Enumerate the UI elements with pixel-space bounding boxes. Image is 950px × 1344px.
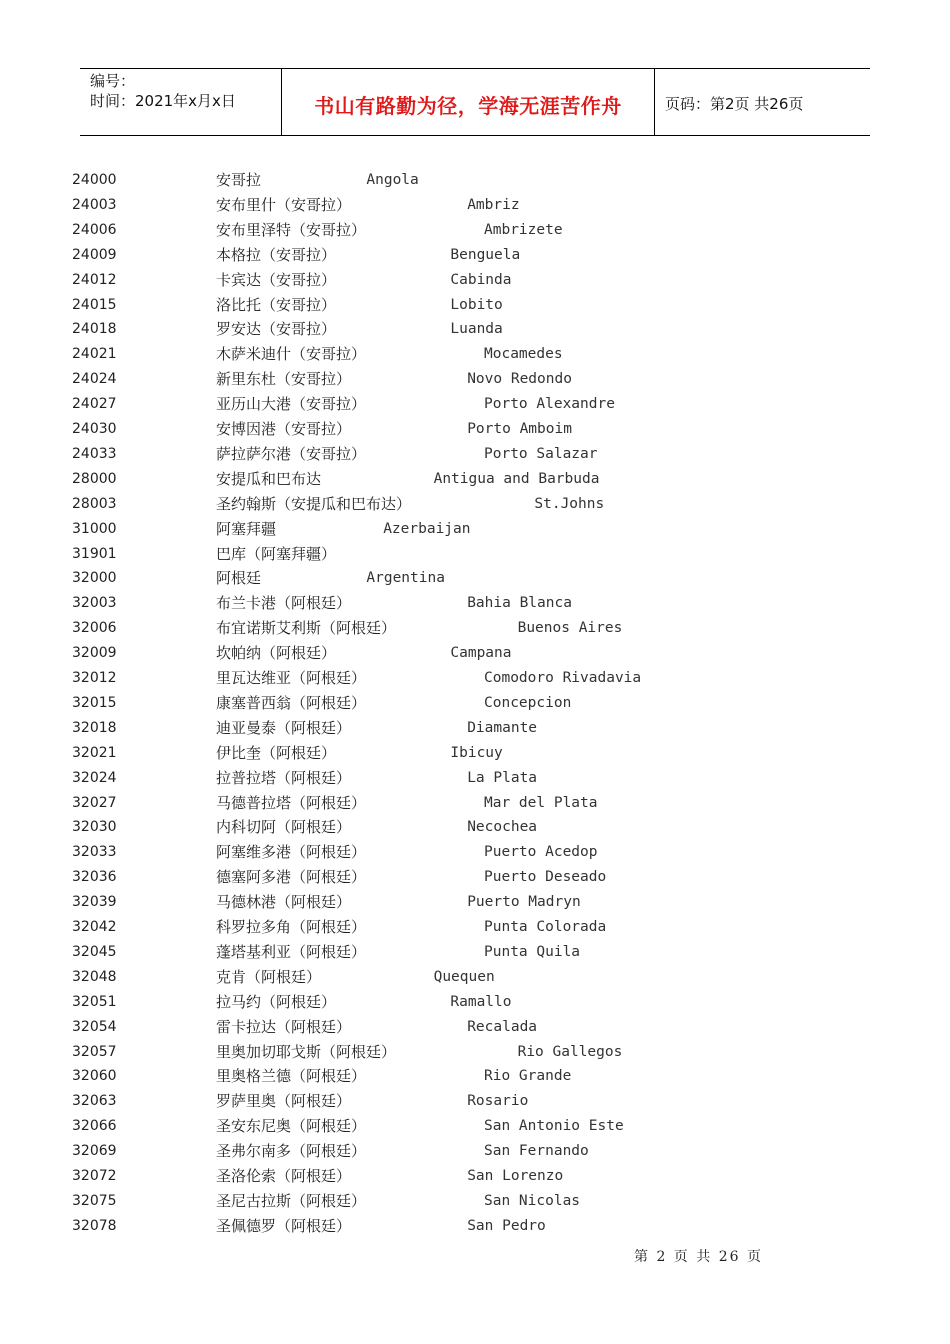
port-code: 24030 [72,421,117,437]
port-name-chinese: 安博因港（安哥拉） [216,420,352,438]
header-meta [80,69,282,135]
port-name-chinese: 巴库（阿塞拜疆） [216,544,337,563]
list-item [0,865,950,890]
port-name-english: Punta Colorada [484,919,607,935]
serial-label: 编号： [90,72,136,90]
port-name-chinese: 安布里什（安哥拉） [216,195,352,214]
list-item [0,1164,950,1189]
list-item [0,392,950,417]
port-name-chinese: 康塞普西翁（阿根廷） [216,693,367,712]
list-item [0,1015,950,1040]
port-code: 31901 [72,545,117,562]
port-name-english: Antigua and Barbuda [433,470,600,487]
header-page-label: 页码：第2页 共26页 [665,94,804,113]
port-code: 32015 [72,694,117,711]
port-name-english: Azerbaijan [383,520,471,537]
list-item [0,815,950,840]
port-name-chinese: 安布里泽特（安哥拉） [216,220,367,239]
port-code: 32000 [72,570,117,587]
port-code: 32021 [72,744,117,761]
port-code: 32009 [72,645,117,662]
list-item [0,965,950,990]
port-code: 32027 [72,794,117,811]
port-name-chinese: 科罗拉多角（阿根廷） [216,918,367,936]
port-name-english: Novo Redondo [467,371,572,388]
port-name-english: Porto Alexandre [484,396,615,413]
list-item [0,467,950,492]
port-name-english: Ramallo [450,993,512,1010]
port-code: 24009 [72,246,117,263]
port-name-english: San Nicolas [484,1192,581,1209]
list-item [0,293,950,318]
list-item [0,542,950,567]
port-code: 24027 [72,396,117,413]
port-name-english: Puerto Madryn [467,894,581,911]
port-code: 32006 [72,620,117,637]
list-item [0,741,950,766]
port-name-chinese: 伊比奎（阿根廷） [216,743,337,762]
port-name-english: Porto Salazar [484,445,598,462]
list-item [0,492,950,517]
port-name-chinese: 圣佩德罗（阿根廷） [216,1216,352,1235]
port-name-chinese: 罗萨里奥（阿根廷） [216,1092,352,1111]
port-name-english: Lobito [450,296,503,313]
port-name-english: Punta Quila [484,943,581,960]
port-name-chinese: 里瓦达维亚（阿根廷） [216,669,367,687]
port-name-english: Mar del Plata [484,794,598,811]
list-item [0,168,950,193]
port-code: 32045 [72,943,117,960]
port-code: 32078 [72,1217,117,1234]
port-name-chinese: 阿根廷 [216,569,262,588]
port-name-english: Benguela [450,246,521,263]
port-name-english: Ambriz [467,196,520,213]
port-name-english: Campana [450,645,512,662]
port-name-english: San Fernando [484,1143,589,1160]
port-name-english: Angola [366,172,419,188]
port-name-chinese: 安哥拉 [216,171,262,189]
port-name-english: Puerto Deseado [484,869,607,886]
port-name-english: San Antonio Este [484,1118,624,1135]
port-name-english: Rio Grande [484,1068,572,1085]
port-name-chinese: 安提瓜和巴布达 [216,469,322,488]
list-item [0,940,950,965]
list-item [0,243,950,268]
port-code: 28003 [72,495,117,512]
port-name-chinese: 罗安达（安哥拉） [216,320,337,339]
port-name-chinese: 布宜诺斯艾利斯（阿根廷） [216,619,397,638]
port-name-english: Buenos Aires [517,620,623,637]
port-code: 24003 [72,196,117,213]
port-name-chinese: 里奥格兰德（阿根廷） [216,1067,367,1086]
port-code: 32003 [72,595,117,612]
port-code: 32066 [72,1118,117,1135]
port-code: 32069 [72,1143,117,1160]
port-name-chinese: 拉普拉塔（阿根廷） [216,768,352,787]
port-name-english: Comodoro Rivadavia [484,670,642,686]
port-name-english: Recalada [467,1018,538,1035]
list-item [0,1114,950,1139]
port-code: 24021 [72,346,117,363]
list-item [0,367,950,392]
port-name-chinese: 坎帕纳（阿根廷） [216,644,337,663]
port-name-english: Bahia Blanca [467,595,572,612]
list-item [0,915,950,940]
port-code: 24000 [72,172,117,188]
port-code: 24015 [72,296,117,313]
port-code: 32042 [72,919,117,935]
list-item [0,1139,950,1164]
list-item [0,317,950,342]
port-name-chinese: 卡宾达（安哥拉） [216,270,337,289]
port-name-english: Argentina [366,570,445,587]
list-item [0,1040,950,1065]
port-code: 32063 [72,1093,117,1110]
port-name-chinese: 蓬塔基利亚（阿根廷） [216,942,367,961]
port-name-english: Quequen [433,968,495,985]
list-item [0,791,950,816]
port-name-english: Puerto Acedop [484,844,598,861]
port-name-english: Porto Amboim [467,421,572,437]
port-code: 32048 [72,968,117,985]
port-name-chinese: 木萨米迪什（安哥拉） [216,345,367,364]
port-name-chinese: 雷卡拉达（阿根廷） [216,1017,352,1036]
port-name-chinese: 迪亚曼泰（阿根廷） [216,718,352,737]
port-name-chinese: 阿塞维多港（阿根廷） [216,843,367,862]
port-name-english: Mocamedes [484,346,563,363]
port-name-english: Ibicuy [450,744,503,761]
port-name-chinese: 圣洛伦索（阿根廷） [216,1167,352,1185]
list-item [0,890,950,915]
port-code: 32039 [72,894,117,911]
port-name-english: Necochea [467,819,538,836]
port-name-chinese: 萨拉萨尔港（安哥拉） [216,444,367,463]
port-name-chinese: 亚历山大港（安哥拉） [216,395,367,414]
port-name-chinese: 拉马约（阿根廷） [216,992,337,1011]
port-name-chinese: 圣约翰斯（安提瓜和巴布达） [216,494,412,513]
port-name-chinese: 新里东杜（安哥拉） [216,370,352,389]
port-name-chinese: 内科切阿（阿根廷） [216,818,352,837]
port-name-chinese: 阿塞拜疆 [216,519,277,538]
port-code: 24033 [72,445,117,462]
list-item [0,666,950,691]
list-item [0,716,950,741]
port-name-chinese: 本格拉（安哥拉） [216,245,337,264]
port-code: 31000 [72,520,117,537]
port-name-english: Luanda [450,321,503,338]
list-item [0,417,950,442]
list-item [0,566,950,591]
port-name-english: Rio Gallegos [517,1043,623,1060]
port-code: 32024 [72,769,117,786]
port-name-chinese: 马德普拉塔（阿根廷） [216,793,367,812]
port-code: 32075 [72,1192,117,1209]
port-code: 28000 [72,470,117,487]
port-name-chinese: 德塞阿多港（阿根廷） [216,868,367,887]
list-item [0,442,950,467]
list-item [0,517,950,542]
port-name-english: La Plata [467,769,538,786]
port-name-english: St.Johns [534,495,605,512]
header-motto: 书山有路勤为径，学海无涯苦作舟 [282,69,655,135]
date-label: 时间：2021年x月x日 [90,92,236,110]
port-name-english: Diamante [467,719,538,736]
port-name-english: Rosario [467,1093,529,1110]
port-code: 24024 [72,371,117,388]
list-item [0,591,950,616]
port-code: 24006 [72,221,117,238]
port-name-english: Concepcion [484,694,572,711]
port-name-chinese: 马德林港（阿根廷） [216,893,352,912]
list-item [0,1064,950,1089]
port-code: 32057 [72,1043,117,1060]
list-item [0,641,950,666]
port-code: 24012 [72,271,117,288]
port-code: 32051 [72,993,117,1010]
port-name-chinese: 里奥加切耶戈斯（阿根廷） [216,1042,397,1061]
port-name-english: San Pedro [467,1217,546,1234]
port-name-chinese: 克肯（阿根廷） [216,967,322,986]
port-code: 32012 [72,670,117,686]
port-name-english: Cabinda [450,271,512,288]
list-item [0,268,950,293]
list-item [0,1089,950,1114]
list-item [0,990,950,1015]
port-name-english: Ambrizete [484,221,563,238]
list-item [0,218,950,243]
list-item [0,616,950,641]
port-code: 32072 [72,1168,117,1184]
port-code: 32018 [72,719,117,736]
port-name-english: San Lorenzo [467,1168,564,1184]
port-code: 32030 [72,819,117,836]
port-name-chinese: 布兰卡港（阿根廷） [216,594,352,613]
port-code: 32036 [72,869,117,886]
port-name-chinese: 圣安东尼奥（阿根廷） [216,1117,367,1136]
port-name-chinese: 圣弗尔南多（阿根廷） [216,1142,367,1161]
port-code: 32060 [72,1068,117,1085]
port-name-chinese: 洛比托（安哥拉） [216,295,337,314]
list-item [0,840,950,865]
page-footer: 第 2 页 共 26 页 [634,1249,763,1265]
port-name-chinese: 圣尼古拉斯（阿根廷） [216,1191,367,1210]
list-item [0,1214,950,1239]
port-code: 32033 [72,844,117,861]
port-code: 32054 [72,1018,117,1035]
port-code: 24018 [72,321,117,338]
list-item [0,1189,950,1214]
list-item [0,766,950,791]
list-item [0,193,950,218]
list-item [0,342,950,367]
document-header [80,68,870,136]
list-item [0,691,950,716]
